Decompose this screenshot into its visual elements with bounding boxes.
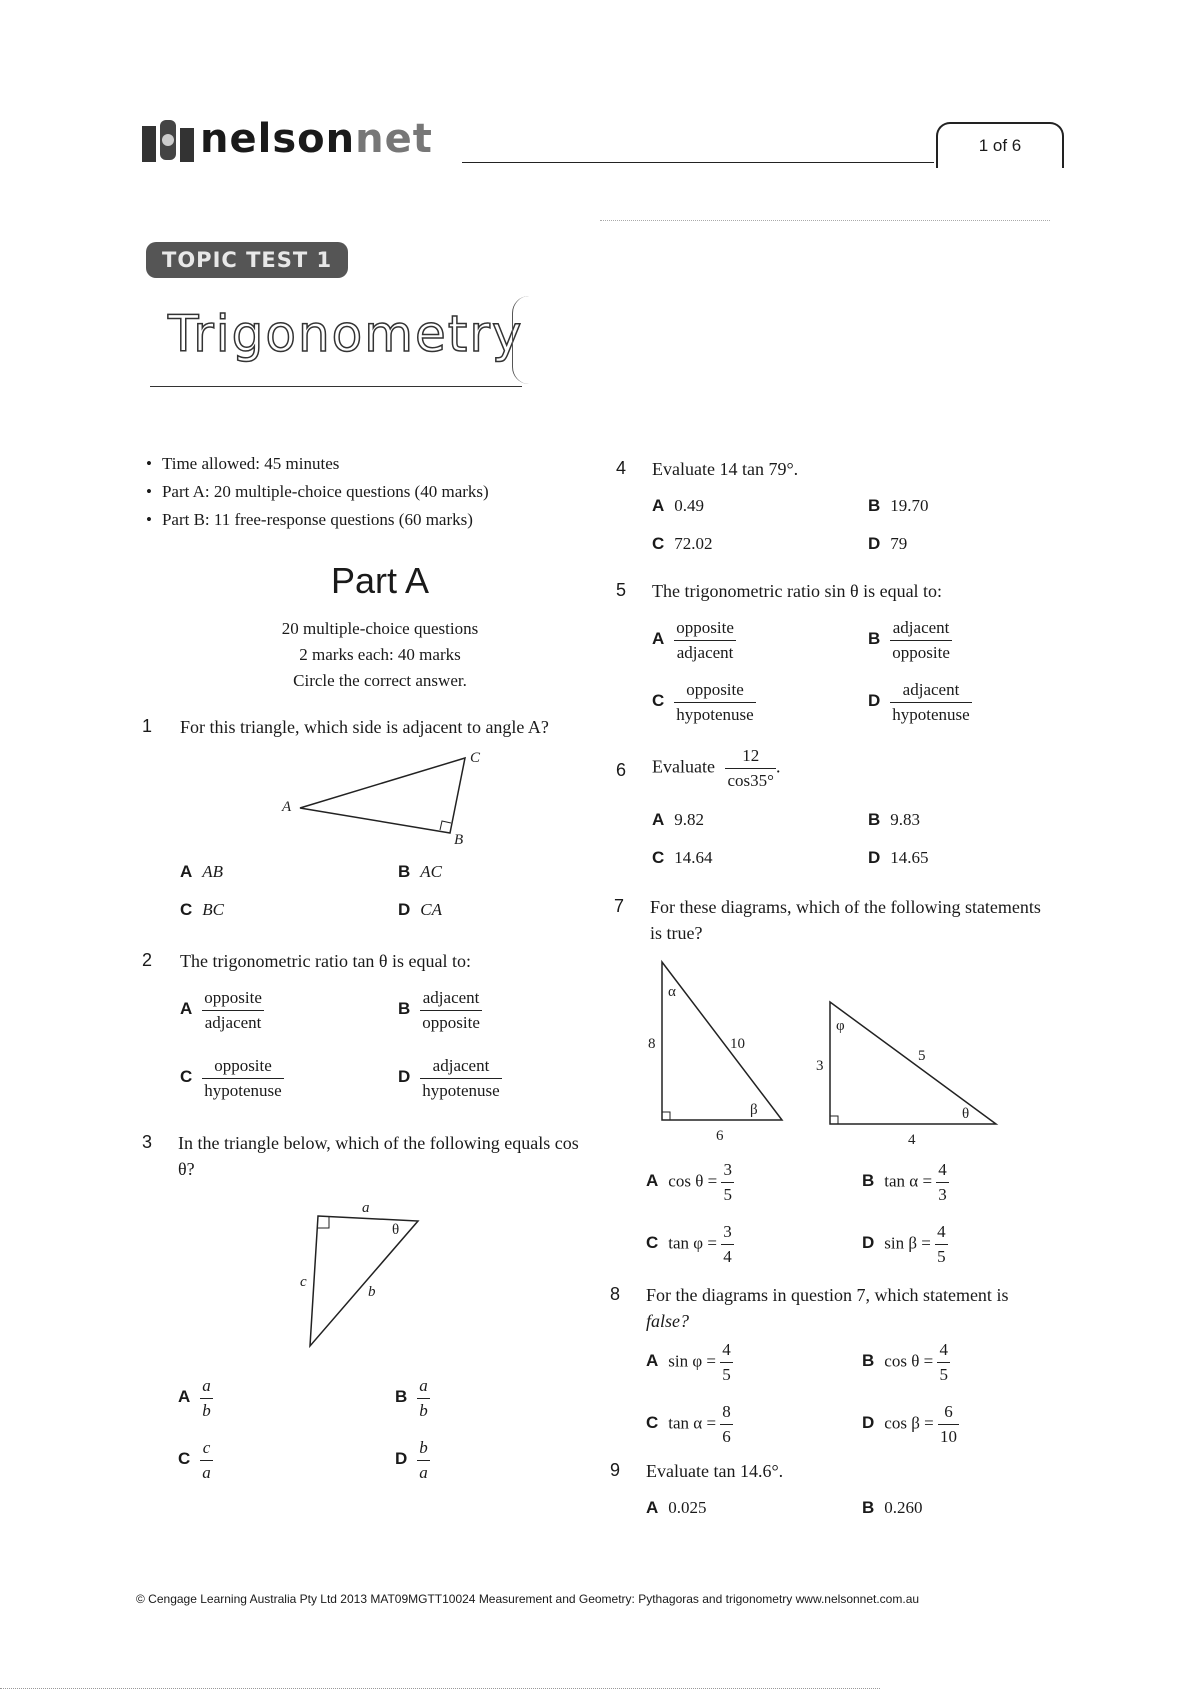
q1-option-c-letter: C bbox=[180, 900, 193, 919]
q7-tri2-bottom-angle: θ bbox=[962, 1106, 970, 1122]
part-line-3: Circle the correct answer. bbox=[293, 671, 467, 690]
q7-option-c[interactable] bbox=[646, 1220, 734, 1269]
q5-option-d-num: adjacent bbox=[890, 678, 971, 703]
q2-option-b-num: adjacent bbox=[420, 986, 482, 1011]
logo-mark-icon bbox=[140, 118, 200, 168]
q5-option-d[interactable] bbox=[868, 678, 972, 727]
q5-number: 5 bbox=[616, 580, 627, 600]
q2-option-c-letter: C bbox=[180, 1067, 193, 1087]
q8-option-a[interactable] bbox=[646, 1338, 733, 1387]
q1-option-d-letter: D bbox=[398, 900, 411, 919]
q1-right-angle-mark bbox=[440, 821, 451, 830]
q8-text bbox=[646, 1282, 1066, 1334]
q5-option-c-num: opposite bbox=[674, 678, 755, 703]
q1-triangle-diagram bbox=[270, 748, 500, 848]
q6-option-c[interactable] bbox=[652, 848, 713, 868]
part-heading: Part A bbox=[330, 560, 430, 601]
header-noise-line bbox=[600, 220, 1050, 221]
q8-option-c[interactable] bbox=[646, 1400, 733, 1449]
q3-option-c-den: a bbox=[202, 1463, 211, 1482]
q3-option-a-fraction bbox=[200, 1374, 213, 1423]
q7-option-c-lhs: tan φ = bbox=[668, 1233, 717, 1253]
q2-option-c-fraction bbox=[202, 1054, 283, 1103]
q2-option-b-letter: B bbox=[398, 999, 411, 1019]
q1-option-c-text: BC bbox=[202, 900, 225, 919]
q6-option-d-text: 14.65 bbox=[890, 848, 929, 867]
q8-option-d-lhs: cos β = bbox=[884, 1413, 934, 1433]
q8-option-d-fraction bbox=[938, 1400, 959, 1449]
q3-option-b[interactable] bbox=[395, 1374, 430, 1423]
q7-option-a-num: 3 bbox=[721, 1158, 734, 1183]
q8-option-b-fraction bbox=[937, 1338, 950, 1387]
q2-option-d-den: hypotenuse bbox=[422, 1081, 500, 1100]
q6-option-b[interactable] bbox=[868, 810, 920, 830]
q3-triangle-diagram bbox=[290, 1196, 430, 1356]
q8-option-c-num: 8 bbox=[720, 1400, 733, 1425]
q4-option-b-text: 19.70 bbox=[890, 496, 929, 515]
page-title: Trigonometry bbox=[168, 305, 524, 363]
q6-option-d-letter: D bbox=[868, 848, 881, 867]
q3-option-b-letter: B bbox=[395, 1387, 408, 1407]
q3-option-b-fraction bbox=[417, 1374, 430, 1423]
q7-option-d[interactable] bbox=[862, 1220, 948, 1269]
page-number-badge: 1 of 6 bbox=[936, 122, 1064, 168]
q6-option-a-letter: A bbox=[652, 810, 665, 829]
q7-option-d-lhs: sin β = bbox=[884, 1233, 931, 1253]
q4-text: Evaluate 14 tan 79°. bbox=[652, 459, 799, 479]
q8-number: 8 bbox=[610, 1284, 621, 1304]
q7-option-c-fraction bbox=[721, 1220, 734, 1269]
part-instructions bbox=[200, 616, 560, 694]
q2-option-b-den: opposite bbox=[422, 1013, 480, 1032]
q7-tri1-top-angle: α bbox=[668, 984, 676, 1000]
q7-option-b-fraction bbox=[936, 1158, 949, 1207]
q6-option-c-text: 14.64 bbox=[674, 848, 713, 867]
q8-option-a-letter: A bbox=[646, 1351, 659, 1371]
q5-option-c-den: hypotenuse bbox=[676, 705, 754, 724]
page-footer: © Cengage Learning Australia Pty Ltd 2013 MAT09MGTT10024 Measurement and Geometry: Pythagoras and trigonometry www.nelsonnet.com.au bbox=[136, 1592, 920, 1606]
q8-option-a-den: 5 bbox=[722, 1365, 731, 1384]
q1-label-a: A bbox=[282, 799, 292, 815]
q2-option-d-num: adjacent bbox=[420, 1054, 501, 1079]
q2-option-b-fraction bbox=[420, 986, 482, 1035]
q4-option-a-text: 0.49 bbox=[674, 496, 705, 515]
q4-option-d-letter: D bbox=[868, 534, 881, 553]
q7-triangle-1 bbox=[648, 962, 782, 1144]
q4-option-a[interactable] bbox=[652, 496, 704, 516]
q7-option-b-den: 3 bbox=[938, 1185, 947, 1204]
q9-option-b-text: 0.260 bbox=[884, 1498, 923, 1517]
q2-option-a-letter: A bbox=[180, 999, 193, 1019]
q8-option-c-lhs: tan α = bbox=[668, 1413, 717, 1433]
q6-text-after: . bbox=[775, 756, 781, 777]
q4-number: 4 bbox=[616, 458, 627, 478]
q7-number: 7 bbox=[614, 896, 625, 916]
q4-option-c[interactable] bbox=[652, 534, 713, 554]
q8-option-b[interactable] bbox=[862, 1338, 950, 1387]
q1-label-c: C bbox=[470, 750, 481, 766]
q2-number: 2 bbox=[142, 950, 153, 970]
q7-option-b-num: 4 bbox=[936, 1158, 949, 1183]
q8-text-main: For the diagrams in question 7, which statement is bbox=[646, 1285, 1009, 1305]
q7-option-d-den: 5 bbox=[937, 1247, 946, 1266]
q8-option-d-letter: D bbox=[862, 1413, 875, 1433]
part-line-1: 20 multiple-choice questions bbox=[281, 619, 479, 638]
q8-option-a-num: 4 bbox=[720, 1338, 733, 1363]
bullet-time: • Time allowed: 45 minutes bbox=[146, 454, 596, 474]
q8-option-b-den: 5 bbox=[939, 1365, 948, 1384]
q7-tri1-bottom-angle: β bbox=[750, 1102, 758, 1118]
q5-option-a[interactable] bbox=[652, 616, 736, 665]
q5-option-c-fraction bbox=[674, 678, 755, 727]
q2-option-d-letter: D bbox=[398, 1067, 411, 1087]
q6-option-a-text: 9.82 bbox=[674, 810, 705, 829]
q8-option-c-letter: C bbox=[646, 1413, 659, 1433]
title-bracket bbox=[512, 296, 529, 384]
q3-option-d[interactable] bbox=[395, 1436, 430, 1485]
q3-text: In the triangle below, which of the following equals cos θ? bbox=[178, 1133, 579, 1179]
q5-option-a-letter: A bbox=[652, 629, 665, 649]
q3-option-a-den: b bbox=[202, 1401, 211, 1420]
q8-option-a-fraction bbox=[720, 1338, 733, 1387]
q3-right-angle-mark bbox=[318, 1217, 329, 1228]
q7-triangles-diagram bbox=[640, 956, 1010, 1148]
q3-option-d-num: b bbox=[417, 1436, 430, 1461]
q4-option-b[interactable] bbox=[868, 496, 929, 516]
q7-option-a-letter: A bbox=[646, 1171, 659, 1191]
q5-option-b-fraction bbox=[890, 616, 952, 665]
q3-triangle bbox=[310, 1216, 418, 1346]
part-line-2: 2 marks each: 40 marks bbox=[299, 645, 461, 664]
q4-option-b-letter: B bbox=[868, 496, 881, 515]
q8-option-c-fraction bbox=[720, 1400, 733, 1449]
q1-option-a-letter: A bbox=[180, 862, 193, 881]
q3-option-c-num: c bbox=[200, 1436, 213, 1461]
q9-text: Evaluate tan 14.6°. bbox=[646, 1461, 784, 1481]
q2-option-c[interactable] bbox=[180, 1054, 284, 1103]
q5-option-c[interactable] bbox=[652, 678, 756, 727]
q9-number: 9 bbox=[610, 1460, 621, 1480]
q3-label-c: c bbox=[300, 1274, 307, 1290]
q9-option-a-text: 0.025 bbox=[668, 1498, 707, 1517]
q3-option-b-num: a bbox=[417, 1374, 430, 1399]
q8-option-d-num: 6 bbox=[938, 1400, 959, 1425]
header-rule bbox=[462, 162, 934, 163]
q5-option-d-letter: D bbox=[868, 691, 881, 711]
q3-option-d-den: a bbox=[419, 1463, 428, 1482]
q7-text: For these diagrams, which of the following statements is true? bbox=[650, 897, 1041, 943]
q1-triangle bbox=[300, 758, 465, 833]
q7-tri2-hyp: 5 bbox=[918, 1048, 926, 1064]
q3-label-theta: θ bbox=[392, 1222, 400, 1238]
q2-option-d[interactable] bbox=[398, 1054, 502, 1103]
bullet-part-b: • Part B: 11 free-response questions (60 marks) bbox=[146, 510, 596, 530]
q3-option-a-num: a bbox=[200, 1374, 213, 1399]
q2-option-a-den: adjacent bbox=[204, 1013, 262, 1032]
q2-option-a-num: opposite bbox=[202, 986, 264, 1011]
q7-option-b-letter: B bbox=[862, 1171, 875, 1191]
q7-option-a[interactable] bbox=[646, 1158, 734, 1207]
q4-option-d[interactable] bbox=[868, 534, 907, 554]
q3-option-a-letter: A bbox=[178, 1387, 191, 1407]
q5-option-a-den: adjacent bbox=[676, 643, 734, 662]
q3-option-c-fraction bbox=[200, 1436, 213, 1485]
q6-frac-den: cos35° bbox=[727, 771, 774, 790]
q2-option-a-fraction bbox=[202, 986, 264, 1035]
q5-option-c-letter: C bbox=[652, 691, 665, 711]
q7-option-a-lhs: cos θ = bbox=[668, 1171, 718, 1191]
q7-tri2-left-side: 3 bbox=[816, 1058, 824, 1074]
q7-option-d-fraction bbox=[935, 1220, 948, 1269]
logo bbox=[140, 112, 460, 172]
q2-option-d-fraction bbox=[420, 1054, 501, 1103]
q1-option-b-text: AC bbox=[420, 862, 443, 881]
q2-option-b[interactable] bbox=[398, 986, 482, 1035]
q5-option-b[interactable] bbox=[868, 616, 952, 665]
q3-option-d-fraction bbox=[417, 1436, 430, 1485]
q5-option-b-num: adjacent bbox=[890, 616, 952, 641]
q7-option-c-num: 3 bbox=[721, 1220, 734, 1245]
q5-option-b-den: opposite bbox=[892, 643, 950, 662]
q7-tri1-hyp: 10 bbox=[730, 1036, 745, 1052]
q4-option-c-text: 72.02 bbox=[674, 534, 713, 553]
q1-number: 1 bbox=[142, 716, 153, 736]
q8-option-d[interactable] bbox=[862, 1400, 959, 1449]
logo-wordmark bbox=[200, 116, 433, 162]
q6-frac-num: 12 bbox=[725, 744, 775, 769]
q6-option-a[interactable] bbox=[652, 810, 704, 830]
q5-option-a-fraction bbox=[674, 616, 736, 665]
scan-edge-line bbox=[0, 1688, 880, 1689]
q7-tri1-left-side: 8 bbox=[648, 1036, 656, 1052]
q3-label-a: a bbox=[362, 1200, 370, 1216]
q8-option-b-num: 4 bbox=[937, 1338, 950, 1363]
q1-text: For this triangle, which side is adjacent to angle A? bbox=[180, 717, 549, 737]
q7-option-a-den: 5 bbox=[723, 1185, 732, 1204]
q9-option-b-letter: B bbox=[862, 1498, 875, 1517]
q2-option-c-num: opposite bbox=[202, 1054, 283, 1079]
q9-option-b[interactable] bbox=[862, 1498, 923, 1518]
q7-option-c-letter: C bbox=[646, 1233, 659, 1253]
q7-option-a-fraction bbox=[721, 1158, 734, 1207]
q1-option-d[interactable] bbox=[398, 900, 442, 920]
q6-option-b-letter: B bbox=[868, 810, 881, 829]
q2-option-a[interactable] bbox=[180, 986, 264, 1035]
q6-text bbox=[652, 744, 1072, 793]
q1-option-b-letter: B bbox=[398, 862, 411, 881]
q8-option-b-lhs: cos θ = bbox=[884, 1351, 934, 1371]
q1-option-b[interactable] bbox=[398, 862, 442, 882]
q3-number: 3 bbox=[142, 1132, 153, 1152]
q4-option-d-text: 79 bbox=[890, 534, 908, 553]
q3-option-a[interactable] bbox=[178, 1374, 213, 1423]
q8-option-a-lhs: sin φ = bbox=[668, 1351, 717, 1371]
q1-option-d-text: CA bbox=[420, 900, 443, 919]
q1-label-b: B bbox=[454, 832, 464, 848]
q7-triangle-2 bbox=[816, 1002, 996, 1148]
q5-option-d-fraction bbox=[890, 678, 971, 727]
q3-option-c[interactable] bbox=[178, 1436, 213, 1485]
logo-text-faded: net bbox=[355, 116, 433, 162]
title-rule bbox=[150, 386, 522, 387]
q1-option-a[interactable] bbox=[180, 862, 223, 882]
q7-tri2-top-angle: φ bbox=[836, 1018, 845, 1034]
q5-text: The trigonometric ratio sin θ is equal to: bbox=[652, 581, 943, 601]
intro-bullets bbox=[146, 454, 596, 538]
q2-option-c-den: hypotenuse bbox=[204, 1081, 282, 1100]
topic-label: TOPIC TEST 1 bbox=[146, 242, 348, 278]
q3-option-b-den: b bbox=[419, 1401, 428, 1420]
q7-option-b-lhs: tan α = bbox=[884, 1171, 933, 1191]
q4-option-a-letter: A bbox=[652, 496, 665, 515]
q1-option-c[interactable] bbox=[180, 900, 224, 920]
q3-label-b: b bbox=[368, 1284, 376, 1300]
q7-option-d-letter: D bbox=[862, 1233, 875, 1253]
bullet-part-a: • Part A: 20 multiple-choice questions (40 marks) bbox=[146, 482, 596, 502]
q5-option-b-letter: B bbox=[868, 629, 881, 649]
q7-option-d-num: 4 bbox=[935, 1220, 948, 1245]
q6-option-d[interactable] bbox=[868, 848, 929, 868]
q1-option-a-text: AB bbox=[202, 862, 224, 881]
q6-fraction bbox=[725, 744, 775, 793]
q6-text-before: Evaluate bbox=[652, 756, 715, 777]
q3-option-c-letter: C bbox=[178, 1449, 191, 1469]
q8-option-c-den: 6 bbox=[722, 1427, 731, 1446]
q5-option-d-den: hypotenuse bbox=[892, 705, 970, 724]
q4-option-c-letter: C bbox=[652, 534, 665, 553]
q6-option-b-text: 9.83 bbox=[890, 810, 921, 829]
logo-text-main: nelson bbox=[200, 116, 356, 162]
q6-number: 6 bbox=[616, 760, 627, 780]
q9-option-a[interactable] bbox=[646, 1498, 707, 1518]
q8-text-false: false? bbox=[646, 1311, 689, 1331]
q9-option-a-letter: A bbox=[646, 1498, 659, 1517]
q6-option-c-letter: C bbox=[652, 848, 665, 867]
q7-tri2-base: 4 bbox=[908, 1132, 916, 1148]
q3-option-d-letter: D bbox=[395, 1449, 408, 1469]
q8-option-b-letter: B bbox=[862, 1351, 875, 1371]
q7-tri1-base: 6 bbox=[716, 1128, 724, 1144]
q5-option-a-num: opposite bbox=[674, 616, 736, 641]
q2-text: The trigonometric ratio tan θ is equal to: bbox=[180, 951, 472, 971]
q7-option-c-den: 4 bbox=[723, 1247, 732, 1266]
q8-option-d-den: 10 bbox=[939, 1427, 957, 1446]
q7-option-b[interactable] bbox=[862, 1158, 949, 1207]
